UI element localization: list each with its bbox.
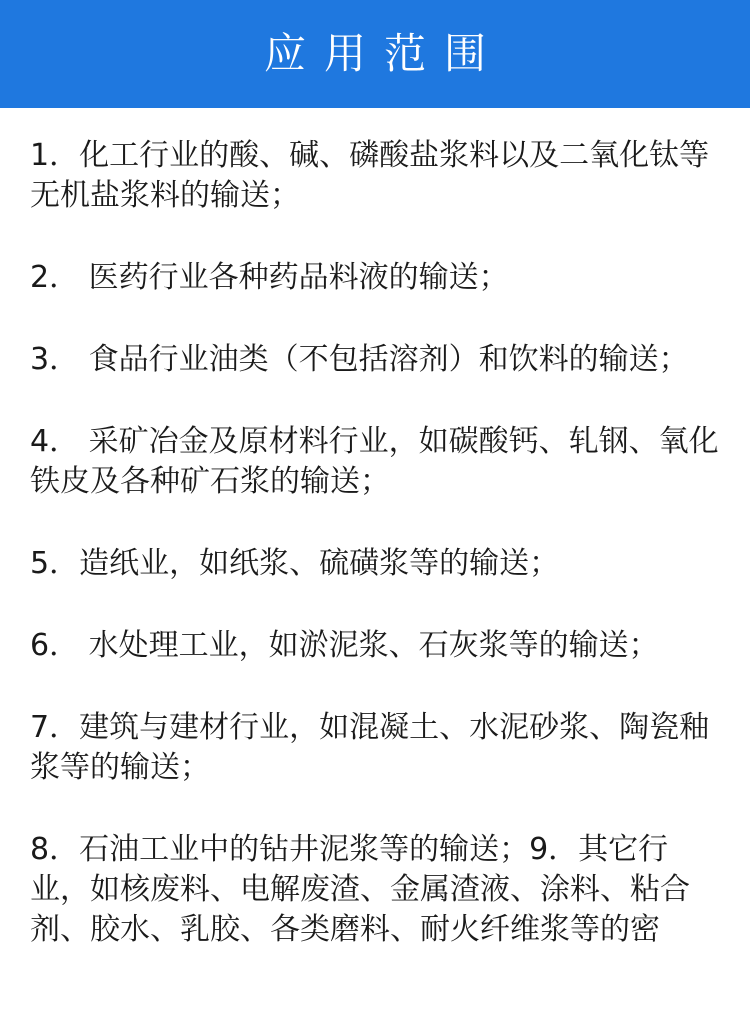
list-item: 7．建筑与建材行业，如混凝土、水泥砂浆、陶瓷釉浆等的输送； xyxy=(30,710,710,785)
list-item: 8．石油工业中的钻井泥浆等的输送；9．其它行业，如核废料、电解废渣、金属渣液、涂料、粘合剂、胶水、乳胶、各类磨料、耐火纤维浆等的密 xyxy=(30,832,690,947)
list-item: 5．造纸业，如纸浆、硫磺浆等的输送； xyxy=(30,546,560,581)
page-title: 应用范围 xyxy=(263,29,504,78)
list-item: 6． 水处理工业，如淤泥浆、石灰浆等的输送； xyxy=(30,628,659,663)
header-banner xyxy=(0,0,750,108)
list-item: 3． 食品行业油类（不包括溶剂）和饮料的输送； xyxy=(30,342,689,377)
list-item: 4． 采矿冶金及原材料行业，如碳酸钙、轧钢、氧化铁皮及各种矿石浆的输送； xyxy=(30,424,719,499)
list-item: 1．化工行业的酸、碱、磷酸盐浆料以及二氧化钛等无机盐浆料的输送； xyxy=(30,138,710,213)
application-list xyxy=(30,136,725,950)
list-item: 2． 医药行业各种药品料液的输送； xyxy=(30,260,509,295)
